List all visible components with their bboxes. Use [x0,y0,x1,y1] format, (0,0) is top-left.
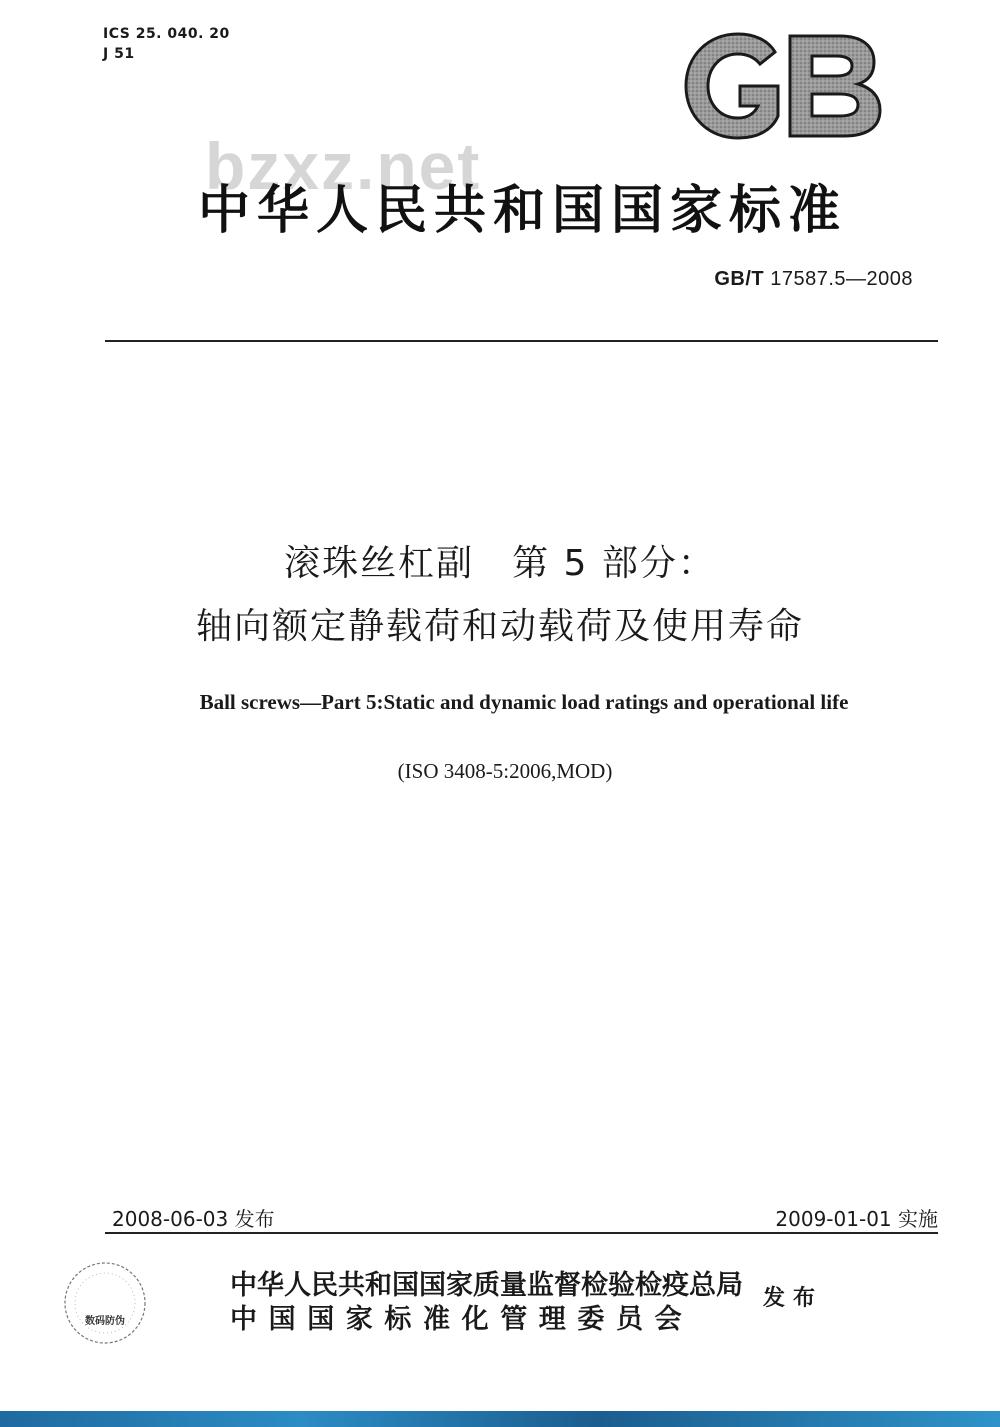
standard-number-prefix: GB/T [714,268,765,290]
issue-label: 发布 [763,1286,824,1311]
seal-text: 数码防伪 [85,1316,125,1327]
publish-date: 2008-06-03 发布 [112,1207,275,1231]
standard-number [714,268,913,291]
iso-reference: (ISO 3408-5:2006,MOD) [397,759,613,783]
document-title-en: Ball screws—Part 5:Static and dynamic load ratings and operational life [199,690,849,714]
document-title-cn-line-1: 滚珠丝杠副 第 5 部分： [284,543,716,584]
gb-logo [680,30,885,142]
ccs-code: J 51 [103,46,135,62]
bottom-divider [105,1232,938,1234]
bottom-color-strip [0,1411,1000,1427]
issuer-aqsiq: 中华人民共和国国家质量监督检验检疫总局 [230,1270,743,1301]
watermark: bzxz.net [205,129,482,203]
document-title-cn-line-2: 轴向额定静载荷和动载荷及使用寿命 [195,606,804,647]
effective-date: 2009-01-01 实施 [775,1207,938,1231]
top-divider [105,340,938,342]
national-standard-title: 中华人民共和国国家标准 [197,181,847,241]
standard-number-value: 17587.5—2008 [770,268,913,290]
issuer-sac: 中国国家标准化管理委员会 [230,1304,694,1335]
ics-code: ICS 25. 040. 20 [103,26,230,42]
classification-codes [103,24,230,64]
anti-counterfeit-seal-icon [60,1258,150,1348]
